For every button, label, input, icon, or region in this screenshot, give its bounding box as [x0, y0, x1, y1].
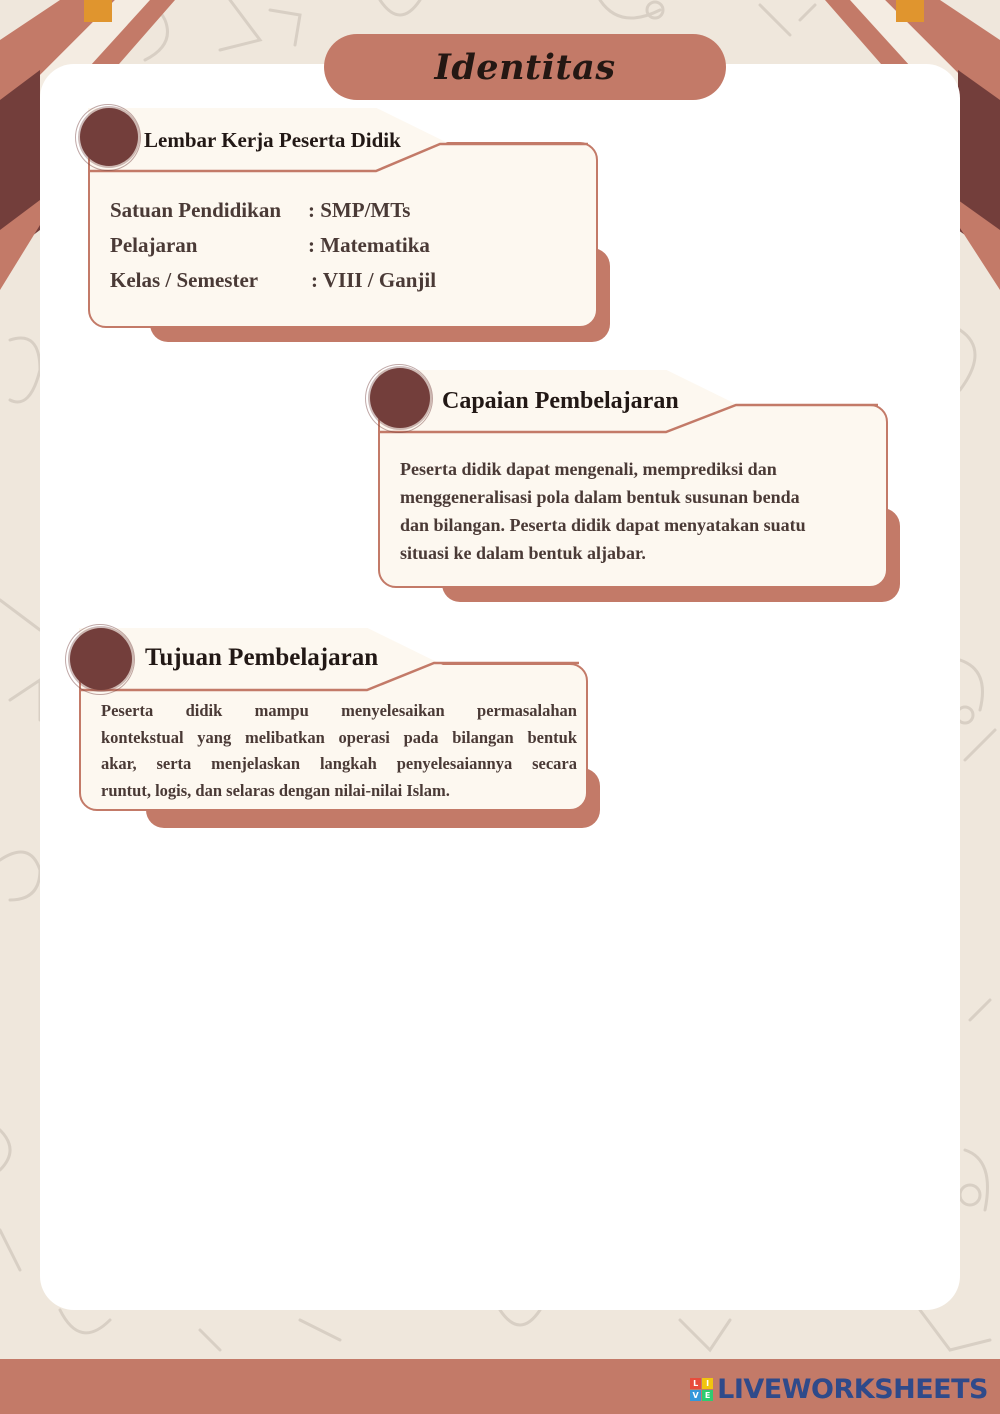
text-line: dan bilangan. Peserta didik dapat menyatakan suatu [400, 515, 806, 535]
identity-heading: Lembar Kerja Peserta Didik [144, 128, 401, 152]
liveworksheets-brand[interactable] [690, 1372, 988, 1406]
text-line: situasi ke dalam bentuk aljabar. [400, 543, 646, 563]
identity-label: Pelajaran [110, 233, 198, 257]
text-line: runtut, logis, dan selaras dengan nilai-nilai Islam. [101, 780, 450, 800]
text-line: Peserta didik mampu menyelesaikan permasalahan [101, 701, 577, 720]
text-line: menggeneralisasi pola dalam bentuk susunan benda [400, 487, 800, 507]
identity-value: : VIII / Ganjil [311, 268, 437, 292]
text-line: kontekstual yang melibatkan operasi pada bilangan bentuk [101, 727, 577, 747]
liveworksheets-logo-icon [690, 1378, 713, 1401]
page-title: Identitas [434, 46, 616, 88]
logo-cell: V [690, 1390, 701, 1401]
capaian-heading: Capaian Pembelajaran [442, 388, 679, 414]
corner-accent [84, 0, 112, 22]
tujuan-text [101, 698, 577, 804]
brand-text: LIVEWORKSHEETS [717, 1373, 988, 1405]
title-banner [324, 34, 726, 100]
card-badge-circle [80, 108, 138, 166]
card-badge-circle [70, 628, 132, 690]
identity-label: Kelas / Semester [110, 268, 259, 292]
logo-cell: L [690, 1378, 701, 1389]
tujuan-heading: Tujuan Pembelajaran [145, 644, 379, 671]
logo-cell: E [702, 1390, 713, 1401]
logo-cell: I [702, 1378, 713, 1389]
corner-accent [896, 0, 924, 22]
identity-value: : SMP/MTs [308, 198, 411, 222]
text-line: akar, serta menjelaskan langkah penyelesaiannya secara [101, 754, 577, 773]
text-line: Peserta didik dapat mengenali, memprediksi dan [400, 459, 777, 479]
identity-value: : Matematika [308, 233, 430, 257]
capaian-text [400, 455, 806, 567]
card-badge-circle [370, 368, 430, 428]
identity-label: Satuan Pendidikan [110, 198, 281, 222]
